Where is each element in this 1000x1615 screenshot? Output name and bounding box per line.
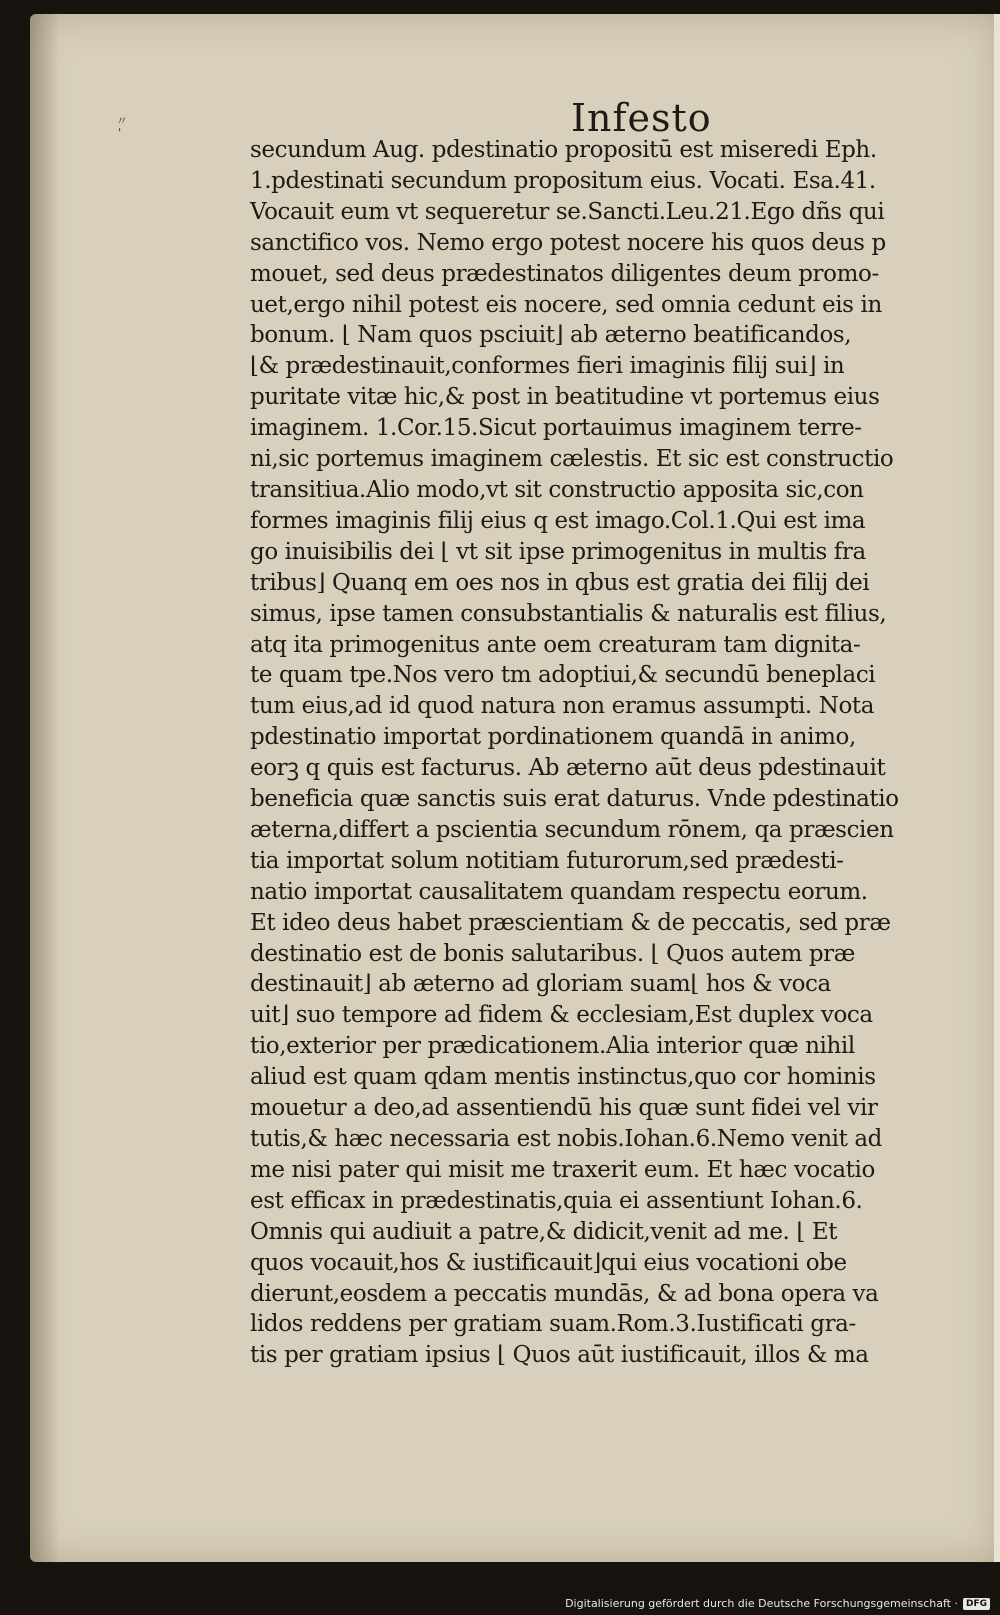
text-line: me nisi pater qui misit me traxerit eum. Et hæc vocatio [250, 1156, 875, 1183]
footer-bar [565, 1595, 990, 1612]
text-line: Omnis qui audiuit a patre,& didicit,venit ad me. ⌊ Et [250, 1218, 838, 1245]
body-text [250, 135, 936, 1371]
text-line: beneficia quæ sanctis suis erat daturus. Vnde pdestinatio [250, 786, 899, 813]
text-line: go inuisibilis dei ⌊ vt sit ipse primogenitus in multis fra [250, 538, 866, 565]
digitization-credit: Digitalisierung gefördert durch die Deutsche Forschungsgemeinschaft · [565, 1597, 958, 1610]
dfg-logo: DFG [963, 1598, 990, 1610]
text-line: puritate vitæ hic,& post in beatitudine vt portemus eius [250, 384, 880, 411]
text-line: sanctifico vos. Nemo ergo potest nocere his quos deus p [250, 229, 886, 256]
text-line: secundum Aug. pdestinatio propositū est miseredi Eph. [250, 137, 877, 163]
text-line: uet,ergo nihil potest eis nocere, sed omnia cedunt eis in [250, 291, 882, 318]
text-line: tia importat solum notitiam futurorum,sed prædesti- [250, 847, 844, 874]
text-line: dierunt,eosdem a peccatis mundās, & ad bona opera va [250, 1280, 879, 1307]
text-line: æterna,differt a pscientia secundum rōnem, qa præscien [250, 816, 894, 843]
text-line: tutis,& hæc necessaria est nobis.Iohan.6.Nemo venit ad [250, 1126, 883, 1152]
text-line: pdestinatio importat pordinationem quandā in animo, [250, 724, 856, 751]
text-line: simus, ipse tamen consubstantialis & naturalis est filius, [250, 600, 887, 627]
text-line: tis per gratiam ipsius ⌊ Quos aūt iustificauit, illos & ma [250, 1342, 869, 1369]
text-line: est efficax in prædestinatis,quia ei assentiunt Iohan.6. [250, 1187, 863, 1214]
text-line: mouet, sed deus prædestinatos diligentes deum promo- [250, 260, 879, 287]
text-line: tribus⌋ Quanq em oes nos in qbus est gratia dei filij dei [250, 569, 870, 596]
text-line: destinatio est de bonis salutaribus. ⌊ Quos autem præ [250, 940, 855, 967]
text-line: tio,exterior per prædicationem.Alia interior quæ nihil [250, 1033, 855, 1060]
text-line: tum eius,ad id quod natura non eramus assumpti. Nota [250, 693, 875, 720]
text-line: uit⌋ suo tempore ad fidem & ecclesiam,Est duplex voca [250, 1002, 873, 1029]
text-line: 1.pdestinati secundum propositum eius. Vocati. Esa.41. [250, 167, 876, 194]
text-line: ⌊& prædestinauit,conformes fieri imaginis filij sui⌋ in [250, 353, 845, 380]
text-line: mouetur a deo,ad assentiendū his quæ sunt fidei vel vir [250, 1095, 878, 1122]
text-line: lidos reddens per gratiam suam.Rom.3.Iustificati gra- [250, 1311, 856, 1338]
text-line: ni,sic portemus imaginem cælestis. Et sic est constructio [250, 446, 894, 473]
text-line: eorꝫ q quis est facturus. Ab æterno aūt deus pdestinauit [250, 755, 886, 782]
text-line: transitiua.Alio modo,vt sit constructio apposita sic,con [250, 476, 864, 503]
text-line: aliud est quam qdam mentis instinctus,quo cor hominis [250, 1064, 876, 1091]
text-line: bonum. ⌊ Nam quos psciuit⌋ ab æterno beatificandos, [250, 322, 852, 349]
text-line: Vocauit eum vt sequeretur se.Sancti.Leu.21.Ego dñs qui [250, 198, 885, 225]
text-line: natio importat causalitatem quandam respectu eorum. [250, 878, 868, 905]
margin-mark: 〃 [116, 114, 129, 128]
text-line: quos vocauit,hos & iustificauit⌋qui eius vocationi obe [250, 1249, 847, 1276]
text-line: te quam tpe.Nos vero tm adoptiui,& secundū beneplaci [250, 662, 876, 689]
text-line: destinauit⌋ ab æterno ad gloriam suam⌊ hos & voca [250, 971, 831, 998]
running-head: Infesto [571, 96, 712, 140]
text-line: imaginem. 1.Cor.15.Sicut portauimus imaginem terre- [250, 415, 862, 442]
text-line: Et ideo deus habet præscientiam & de peccatis, sed præ [250, 909, 891, 936]
text-line: formes imaginis filij eius q est imago.Col.1.Qui est ima [250, 507, 866, 534]
text-line: atq ita primogenitus ante oem creaturam tam dignita- [250, 631, 861, 658]
page-edge [994, 14, 1000, 1562]
margin-mark: ' [118, 126, 122, 140]
